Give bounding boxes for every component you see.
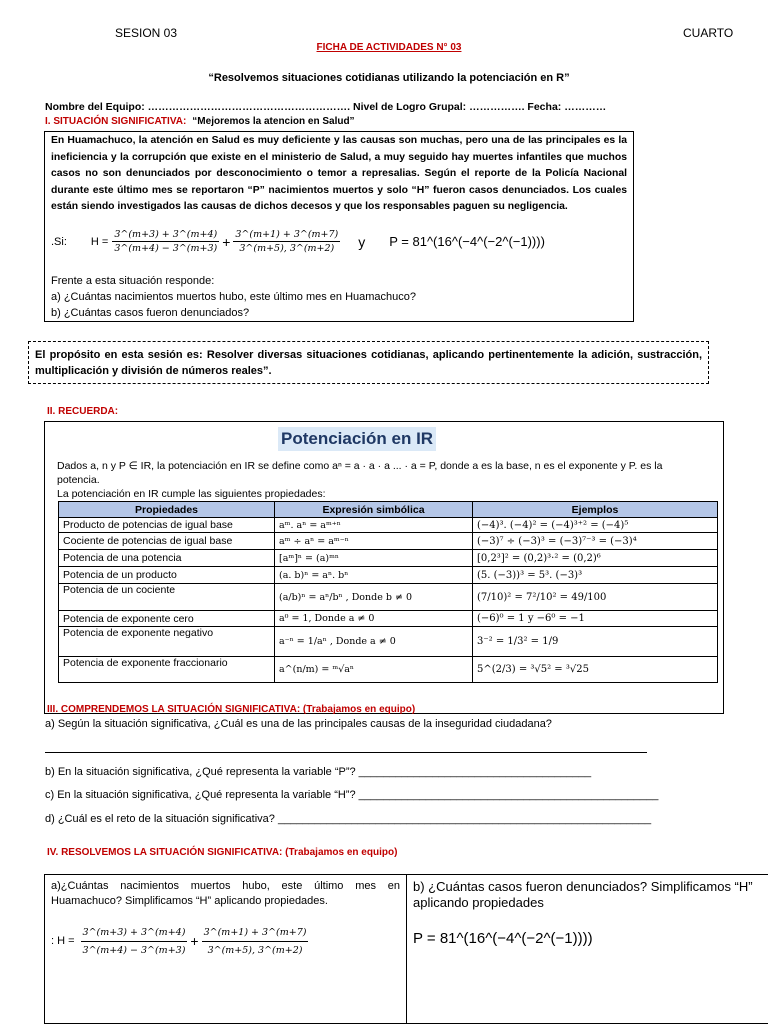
- intro-question: Frente a esta situación responde:: [51, 275, 215, 287]
- resolution-cell-a: [45, 875, 407, 1023]
- h-formula: .Si: H = $\frac{3\^{}(m+3) + 3\^{}(m+4)}{3\^{}(m+4) - 3\^{}(m+3)}$ + $\frac{3\^{}(m+1) + 3\^{}(m+7)}{3\^{}(m+5), 3\^{}(m+2)}$ y P = 81^(16^(−4^(−2^(−1)))): [51, 229, 545, 254]
- table-row: [59, 611, 718, 627]
- property-name: Potencia de exponente cero: [59, 611, 275, 627]
- panel-intro: [57, 459, 707, 501]
- table-row: [59, 584, 718, 611]
- potentiation-panel: [44, 421, 724, 714]
- table-row: [59, 627, 718, 657]
- situation-questions: [51, 273, 416, 321]
- table-row: [59, 550, 718, 567]
- situation-paragraph: En Huamachuco, la atención en Salud es muy deficiente y las causas son muchas, pero una de las principales es la ineficiencia y la corrupción que existe en el ministerio de Salud, a muy seguido hay muertes infantiles que muchos casos no son denunciados por desconocimiento o temor a represalias. Según el reporte de la Policía Nacional durante este último mes se reportaron “P” nacimientos muertos y solo “H” fueron casos denunciados. Los cuales están siendo investigados las causas de dichos decesos y que los responsables paguen su negligencia.: [51, 135, 627, 212]
- properties-table: [58, 501, 718, 683]
- resolution-fraction-1: [81, 925, 188, 958]
- resolution-h-label: : H =: [51, 935, 75, 947]
- table-row: [59, 533, 718, 550]
- property-name: Producto de potencias de igual base: [59, 518, 275, 533]
- property-example: 5^(2/3) = ³√5² = ³√25: [473, 657, 718, 683]
- property-example: (7/10)² = 7²/10² = 49/100: [473, 584, 718, 611]
- h-fraction-1: [112, 229, 219, 254]
- property-symbol: aᵐ. aⁿ = aᵐ⁺ⁿ: [275, 518, 473, 533]
- resolution-fraction-2-denominator: 3^(m+5), 3^(m+2): [207, 945, 303, 956]
- question-3d: d) ¿Cuál es el reto de la situación significativa? _____________________________________________________________: [45, 813, 652, 825]
- property-symbol: aᵐ ÷ aⁿ = aᵐ⁻ⁿ: [275, 533, 473, 550]
- h-fraction-2-denominator: 3^(m+5), 3^(m+2): [239, 243, 335, 254]
- property-symbol: [aᵐ]ⁿ = (a)ᵐⁿ: [275, 550, 473, 567]
- p-formula: P = 81^(16^(−4^(−2^(−1)))): [389, 234, 545, 249]
- section2-label: II. RECUERDA:: [47, 406, 119, 417]
- team-info-line: Nombre del Equipo: …………………………………………………. Nivel de Logro Grupal: ……………. Fecha: …………: [45, 101, 607, 113]
- property-example: 3⁻² = 1/3² = 1/9: [473, 627, 718, 657]
- property-example: (−3)⁷ ÷ (−3)³ = (−3)⁷⁻³ = (−3)⁴: [473, 533, 718, 550]
- question-3b: b) En la situación significativa, ¿Qué representa la variable “P”? ______________________________________: [45, 766, 592, 778]
- resolution-fraction-2: [202, 925, 309, 958]
- resolution-fraction-2-numerator: 3^(m+1) + 3^(m+7): [202, 925, 309, 942]
- resolution-question-a: a)¿Cuántas nacimientos muertos hubo, este último mes en Huamachuco? Simplificamos “H” aplicando propiedades.: [51, 880, 400, 907]
- property-name: Potencia de exponente fraccionario: [59, 657, 275, 683]
- column-header: Expresión simbólica: [275, 502, 473, 518]
- grade-label: CUARTO: [683, 26, 734, 40]
- table-header-row: [59, 502, 718, 518]
- question-b: b) ¿Cuántas casos fueron denunciados?: [51, 307, 250, 319]
- situation-box: [44, 131, 634, 322]
- resolution-p-formula: P = 81^(16^(−4^(−2^(−1)))): [413, 930, 593, 947]
- section1-heading: [45, 116, 355, 127]
- question-3a: a) Según la situación significativa, ¿Cuál es una de las principales causas de la inseguridad ciudadana?: [45, 718, 552, 730]
- answer-line-3a: [45, 752, 647, 753]
- h-fraction-2: [233, 229, 340, 254]
- section1-label: I. SITUACIÓN SIGNIFICATIVA:: [45, 116, 187, 127]
- and-label: y: [358, 233, 366, 250]
- property-example: (5. (−3))³ = 5³. (−3)³: [473, 567, 718, 584]
- section1-title: “Mejoremos la atencion en Salud”: [192, 116, 355, 127]
- table-row: [59, 518, 718, 533]
- resolution-question-b: b) ¿Cuántas casos fueron denunciados? Simplificamos “H” aplicando propiedades: [413, 879, 753, 910]
- resolution-box: [44, 874, 768, 1024]
- h-label: H =: [90, 235, 109, 248]
- table-row: [59, 567, 718, 584]
- panel-intro-properties: La potenciación en IR cumple las siguientes propiedades:: [57, 488, 326, 500]
- resolution-cell-b: [407, 875, 768, 1023]
- resolution-fraction-1-numerator: 3^(m+3) + 3^(m+4): [81, 925, 188, 942]
- property-symbol: (a. b)ⁿ = aⁿ. bⁿ: [275, 567, 473, 584]
- section4-label: IV. RESOLVEMOS LA SITUACIÓN SIGNIFICATIVA: (Trabajamos en equipo): [47, 847, 398, 858]
- table-row: [59, 657, 718, 683]
- panel-title: Potenciación en IR: [278, 427, 436, 451]
- h-fraction-2-numerator: 3^(m+1) + 3^(m+7): [235, 229, 339, 240]
- session-purpose: El propósito en esta sesión es: Resolver diversas situaciones cotidianas, aplicando pertinentemente la adición, sustracción, multiplicación y división de números reales”.: [28, 341, 709, 384]
- h-fraction-1-numerator: 3^(m+3) + 3^(m+4): [114, 229, 218, 240]
- property-example: (−6)⁰ = 1 y −6⁰ = −1: [473, 611, 718, 627]
- property-example: (−4)³. (−4)² = (−4)³⁺² = (−4)⁵: [473, 518, 718, 533]
- question-3c: c) En la situación significativa, ¿Qué representa la variable “H”? _________________________________________________: [45, 789, 659, 801]
- resolution-h-formula: : H = $\frac{3\^{}(m+3) + 3\^{}(m+4)}{3\^{}(m+4) - 3\^{}(m+3)}$ + $\frac{3\^{}(m+1) + 3\^{}(m+7)}{3\^{}(m+5), 3\^{}(m+2)}$: [51, 927, 307, 956]
- section3-label: III. COMPRENDEMOS LA SITUACIÓN SIGNIFICATIVA: (Trabajamos en equipo): [47, 704, 416, 715]
- session-label: SESION 03: [115, 26, 178, 40]
- property-symbol: a⁻ⁿ = 1/aⁿ , Donde a ≠ 0: [275, 627, 473, 657]
- resolution-fraction-1-denominator: 3^(m+4) − 3^(m+3): [82, 945, 186, 956]
- property-symbol: (a/b)ⁿ = aⁿ/bⁿ , Donde b ≠ 0: [275, 584, 473, 611]
- panel-intro-definition: Dados a, n y P ∈ IR, la potenciación en IR se define como aⁿ = a · a · a ... · a = P, donde a es la base, n es el exponente y P. es la potencia.: [57, 460, 663, 486]
- question-a: a) ¿Cuántas nacimientos muertos hubo, este último mes en Huamachuco?: [51, 291, 417, 303]
- property-name: Potencia de un cociente: [59, 584, 275, 611]
- column-header: Propiedades: [59, 502, 275, 518]
- property-name: Potencia de una potencia: [59, 550, 275, 567]
- property-symbol: a^(n/m) = ᵐ√aⁿ: [275, 657, 473, 683]
- worksheet-title: FICHA DE ACTIVIDADES N° 03: [316, 42, 462, 53]
- property-symbol: a⁰ = 1, Donde a ≠ 0: [275, 611, 473, 627]
- worksheet-subtitle: “Resolvemos situaciones cotidianas utilizando la potenciación en R”: [208, 72, 570, 84]
- property-name: Cociente de potencias de igual base: [59, 533, 275, 550]
- si-label: .Si:: [51, 235, 67, 248]
- column-header: Ejemplos: [473, 502, 718, 518]
- property-name: Potencia de un producto: [59, 567, 275, 584]
- h-fraction-1-denominator: 3^(m+4) − 3^(m+3): [114, 243, 218, 254]
- property-name: Potencia de exponente negativo: [59, 627, 275, 657]
- property-example: [0,2³]² = (0,2)³·² = (0,2)⁶: [473, 550, 718, 567]
